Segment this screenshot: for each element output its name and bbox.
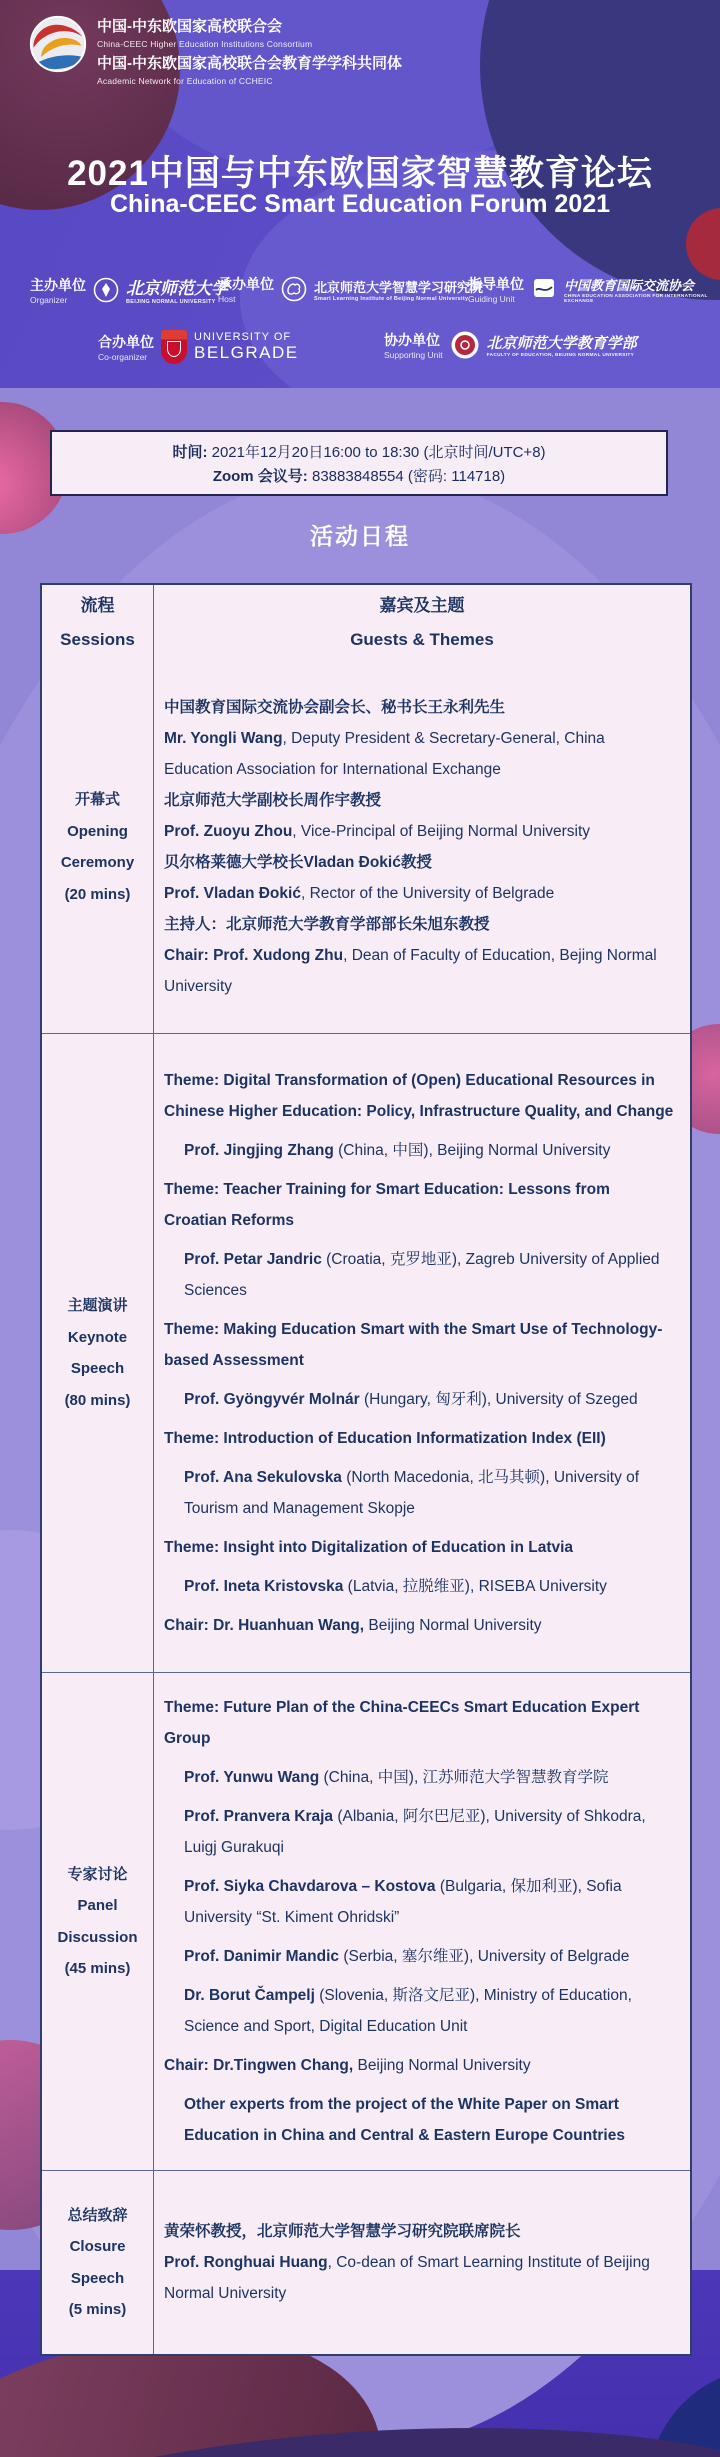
session-line: 专家讨论 (67, 1865, 128, 1883)
content-paragraph: Other experts from the project of the White Paper on Smart Education in China and Central & Eastern Europe Countries (184, 2096, 625, 2144)
content-paragraph: Chair: Dr. Huanhuan Wang, Beijing Normal University (164, 1617, 542, 1634)
session-line: Speech (70, 2269, 125, 2287)
content-paragraph: Prof. Danimir Mandic (Serbia, 塞尔维亚), University of Belgrade (184, 1948, 630, 1965)
org-name-zh: 北京师范大学教育学部 (486, 334, 637, 352)
content-paragraph: Prof. Petar Jandric (Croatia, 克罗地亚), Zagreb University of Applied Sciences (184, 1251, 660, 1299)
table-row (42, 1033, 690, 1672)
content-paragraph: Dr. Borut Čampelj (Slovenia, 斯洛文尼亚), Ministry of Education, Science and Sport, Digital Education Unit (184, 1987, 632, 2035)
agenda-table-rows (42, 661, 690, 2354)
content-paragraph: Prof. Jingjing Zhang (China, 中国), Beijing Normal University (184, 1142, 611, 1159)
content-paragraph: Prof. Ineta Kristovska (Latvia, 拉脱维亚), RISEBA University (184, 1578, 607, 1595)
content-paragraph: Prof. Yunwu Wang (China, 中国), 江苏师范大学智慧教育学院 (184, 1769, 609, 1786)
session-cell (42, 661, 154, 1033)
table-header-row (42, 585, 690, 661)
forum-title-en: China-CEEC Smart Education Forum 2021 (109, 190, 611, 218)
org-label-zh: 协办单位 (384, 332, 440, 348)
meeting-info-box (50, 430, 668, 496)
table-row (42, 661, 690, 1033)
session-line: (45 mins) (64, 1960, 131, 1977)
session-line: Keynote (67, 1328, 128, 1346)
session-line: 主题演讲 (67, 1297, 128, 1314)
org-name-zh: 北京师范大学 (126, 279, 228, 299)
guests-themes-cell (154, 2171, 690, 2354)
content-paragraph: Prof. Ronghuai Huang, Co-dean of Smart Learning Institute of Beijing Normal University (164, 2254, 650, 2302)
org-label-en: Co-organizer (98, 352, 148, 362)
session-line: Opening (67, 822, 128, 840)
organizer-item (468, 274, 716, 304)
content-paragraph: Theme: Digital Transformation of (Open) Educational Resources in Chinese Higher Education: Policy, Infrastructure Quality, and Change (164, 1072, 674, 1120)
content-paragraph: Prof. Vladan Đokić, Rector of the University of Belgrade (164, 885, 555, 902)
org-label-zh: 主办单位 (30, 276, 86, 293)
org-name-line2: BELGRADE (194, 343, 299, 362)
session-line: Speech (70, 1360, 125, 1377)
sli-logo-icon (281, 276, 307, 302)
org-name-zh: 北京师范大学智慧学习研究院 (314, 279, 484, 295)
session-cell (42, 2171, 154, 2354)
agenda-heading: 活动日程 (310, 523, 410, 549)
content-paragraph: Prof. Ana Sekulovska (North Macedonia, 北马其顿), University of Tourism and Management Skopje (184, 1469, 640, 1517)
org-label-zh: 合办单位 (98, 334, 154, 350)
agenda-table (40, 583, 692, 2356)
brand-line2-zh: 中国-中东欧国家高校联合会教育学学科共同体 (97, 55, 402, 72)
session-line: Discussion (57, 1928, 138, 1946)
content-paragraph: Theme: Making Education Smart with the Smart Use of Technology-based Assessment (164, 1321, 663, 1369)
organizer-item (30, 274, 228, 305)
org-label-en: Organizer (30, 294, 68, 305)
guests-themes-header-cell (154, 585, 690, 661)
sessions-header-cell (42, 585, 154, 661)
globe-logo-icon (28, 14, 88, 74)
guests-themes-header-en: Guests & Themes (350, 630, 494, 649)
bnu-seal-icon (93, 277, 119, 303)
session-line: (80 mins) (64, 1391, 131, 1409)
organizer-item (218, 274, 483, 304)
table-row (42, 2170, 690, 2354)
content-paragraph: 北京师范大学副校长周作宇教授 (164, 792, 382, 809)
content-paragraph: Theme: Insight into Digitalization of Education in Latvia (164, 1539, 574, 1556)
content-paragraph: Chair: Dr.Tingwen Chang, Beijing Normal University (164, 2057, 531, 2074)
zoom-meeting-id: Zoom 会议号: 83883848554 (密码: 114718) (212, 467, 506, 485)
content-paragraph: 黄荣怀教授，北京师范大学智慧学习研究院联席院长 (164, 2223, 521, 2240)
org-label-zh: 指导单位 (468, 276, 524, 292)
session-line: 总结致辞 (67, 2206, 128, 2224)
content-paragraph: Chair: Prof. Xudong Zhu, Dean of Faculty of Education, Bejing Normal University (164, 947, 657, 995)
organizer-item (98, 330, 299, 364)
guests-themes-cell (154, 1673, 690, 2170)
forum-title-zh: 2021中国与中东欧国家智慧教育论坛 (67, 154, 653, 193)
guests-themes-header-zh: 嘉宾及主题 (379, 596, 465, 615)
sessions-header-zh: 流程 (80, 596, 115, 615)
content-paragraph: Prof. Gyöngyvér Molnár (Hungary, 匈牙利), University of Szeged (184, 1391, 638, 1408)
content-paragraph: Prof. Siyka Chavdarova – Kostova (Bulgaria, 保加利亚), Sofia University “St. Kiment Ohridski” (184, 1878, 622, 1926)
sessions-header-en: Sessions (60, 630, 135, 649)
content-paragraph: Theme: Teacher Training for Smart Education: Lessons from Croatian Reforms (164, 1181, 610, 1229)
content-paragraph: Prof. Pranvera Kraja (Albania, 阿尔巴尼亚), University of Shkodra, Luigj Gurakuqi (184, 1808, 646, 1856)
brand-line2-en: Academic Network for Education of CCHEIC (97, 76, 273, 86)
org-name-en: BEIJING NORMAL UNIVERSITY (126, 299, 216, 305)
guests-themes-cell (154, 1034, 690, 1672)
content-paragraph: Prof. Zuoyu Zhou, Vice-Principal of Beijing Normal University (164, 823, 591, 840)
content-paragraph: 主持人：北京师范大学教育学部部长朱旭东教授 (164, 916, 490, 933)
content-paragraph: Theme: Future Plan of the China-CEECs Smart Education Expert Group (164, 1699, 640, 1747)
org-label-en: Host (218, 294, 236, 304)
org-label-zh: 承办单位 (218, 276, 274, 292)
org-name-en: Smart Learning Institute of Beijing Normal University (314, 295, 469, 302)
meeting-time: 时间: 2021年12月20日16:00 to 18:30 (北京时间/UTC+8) (172, 443, 546, 461)
org-name-line1: UNIVERSITY OF (194, 331, 292, 343)
content-paragraph: Theme: Introduction of Education Informatization Index (EII) (164, 1430, 606, 1447)
foe-seal-icon (450, 330, 480, 360)
brand-line1-zh: 中国-中东欧国家高校联合会 (97, 18, 282, 35)
org-label-en: Supporting Unit (384, 350, 443, 360)
content-paragraph: 贝尔格莱德大学校长Vladan Đokić教授 (164, 854, 432, 871)
session-line: (5 mins) (68, 2301, 127, 2318)
session-line: 开幕式 (74, 791, 120, 808)
session-line: Closure (69, 2238, 126, 2255)
session-line: Panel (77, 1897, 118, 1914)
guests-themes-cell (154, 661, 690, 1033)
org-name-zh: 中国教育国际交流协会 (564, 278, 695, 294)
session-cell (42, 1673, 154, 2170)
session-line: (20 mins) (64, 885, 131, 903)
org-name-en: FACULTY OF EDUCATION, BEIJING NORMAL UNIVERSITY (486, 353, 635, 358)
org-name-en: CHINA EDUCATION ASSOCIATION FOR INTERNATIONAL EXCHANGE (564, 293, 708, 304)
ceaie-logo-icon (531, 276, 557, 302)
content-paragraph: Mr. Yongli Wang, Deputy President & Secretary-General, China Education Association for International Exchange (164, 730, 605, 778)
brand-line1-en: China-CEEC Higher Education Institutions Consortium (97, 39, 313, 49)
session-cell (42, 1034, 154, 1672)
org-label-en: Guiding Unit (468, 294, 515, 304)
organizer-item (384, 330, 637, 360)
content-paragraph: 中国教育国际交流协会副会长、秘书长王永利先生 (164, 699, 506, 716)
consortium-brand (28, 14, 402, 92)
belgrade-shield-icon (161, 330, 187, 364)
session-line: Ceremony (60, 854, 135, 871)
table-row (42, 1672, 690, 2170)
